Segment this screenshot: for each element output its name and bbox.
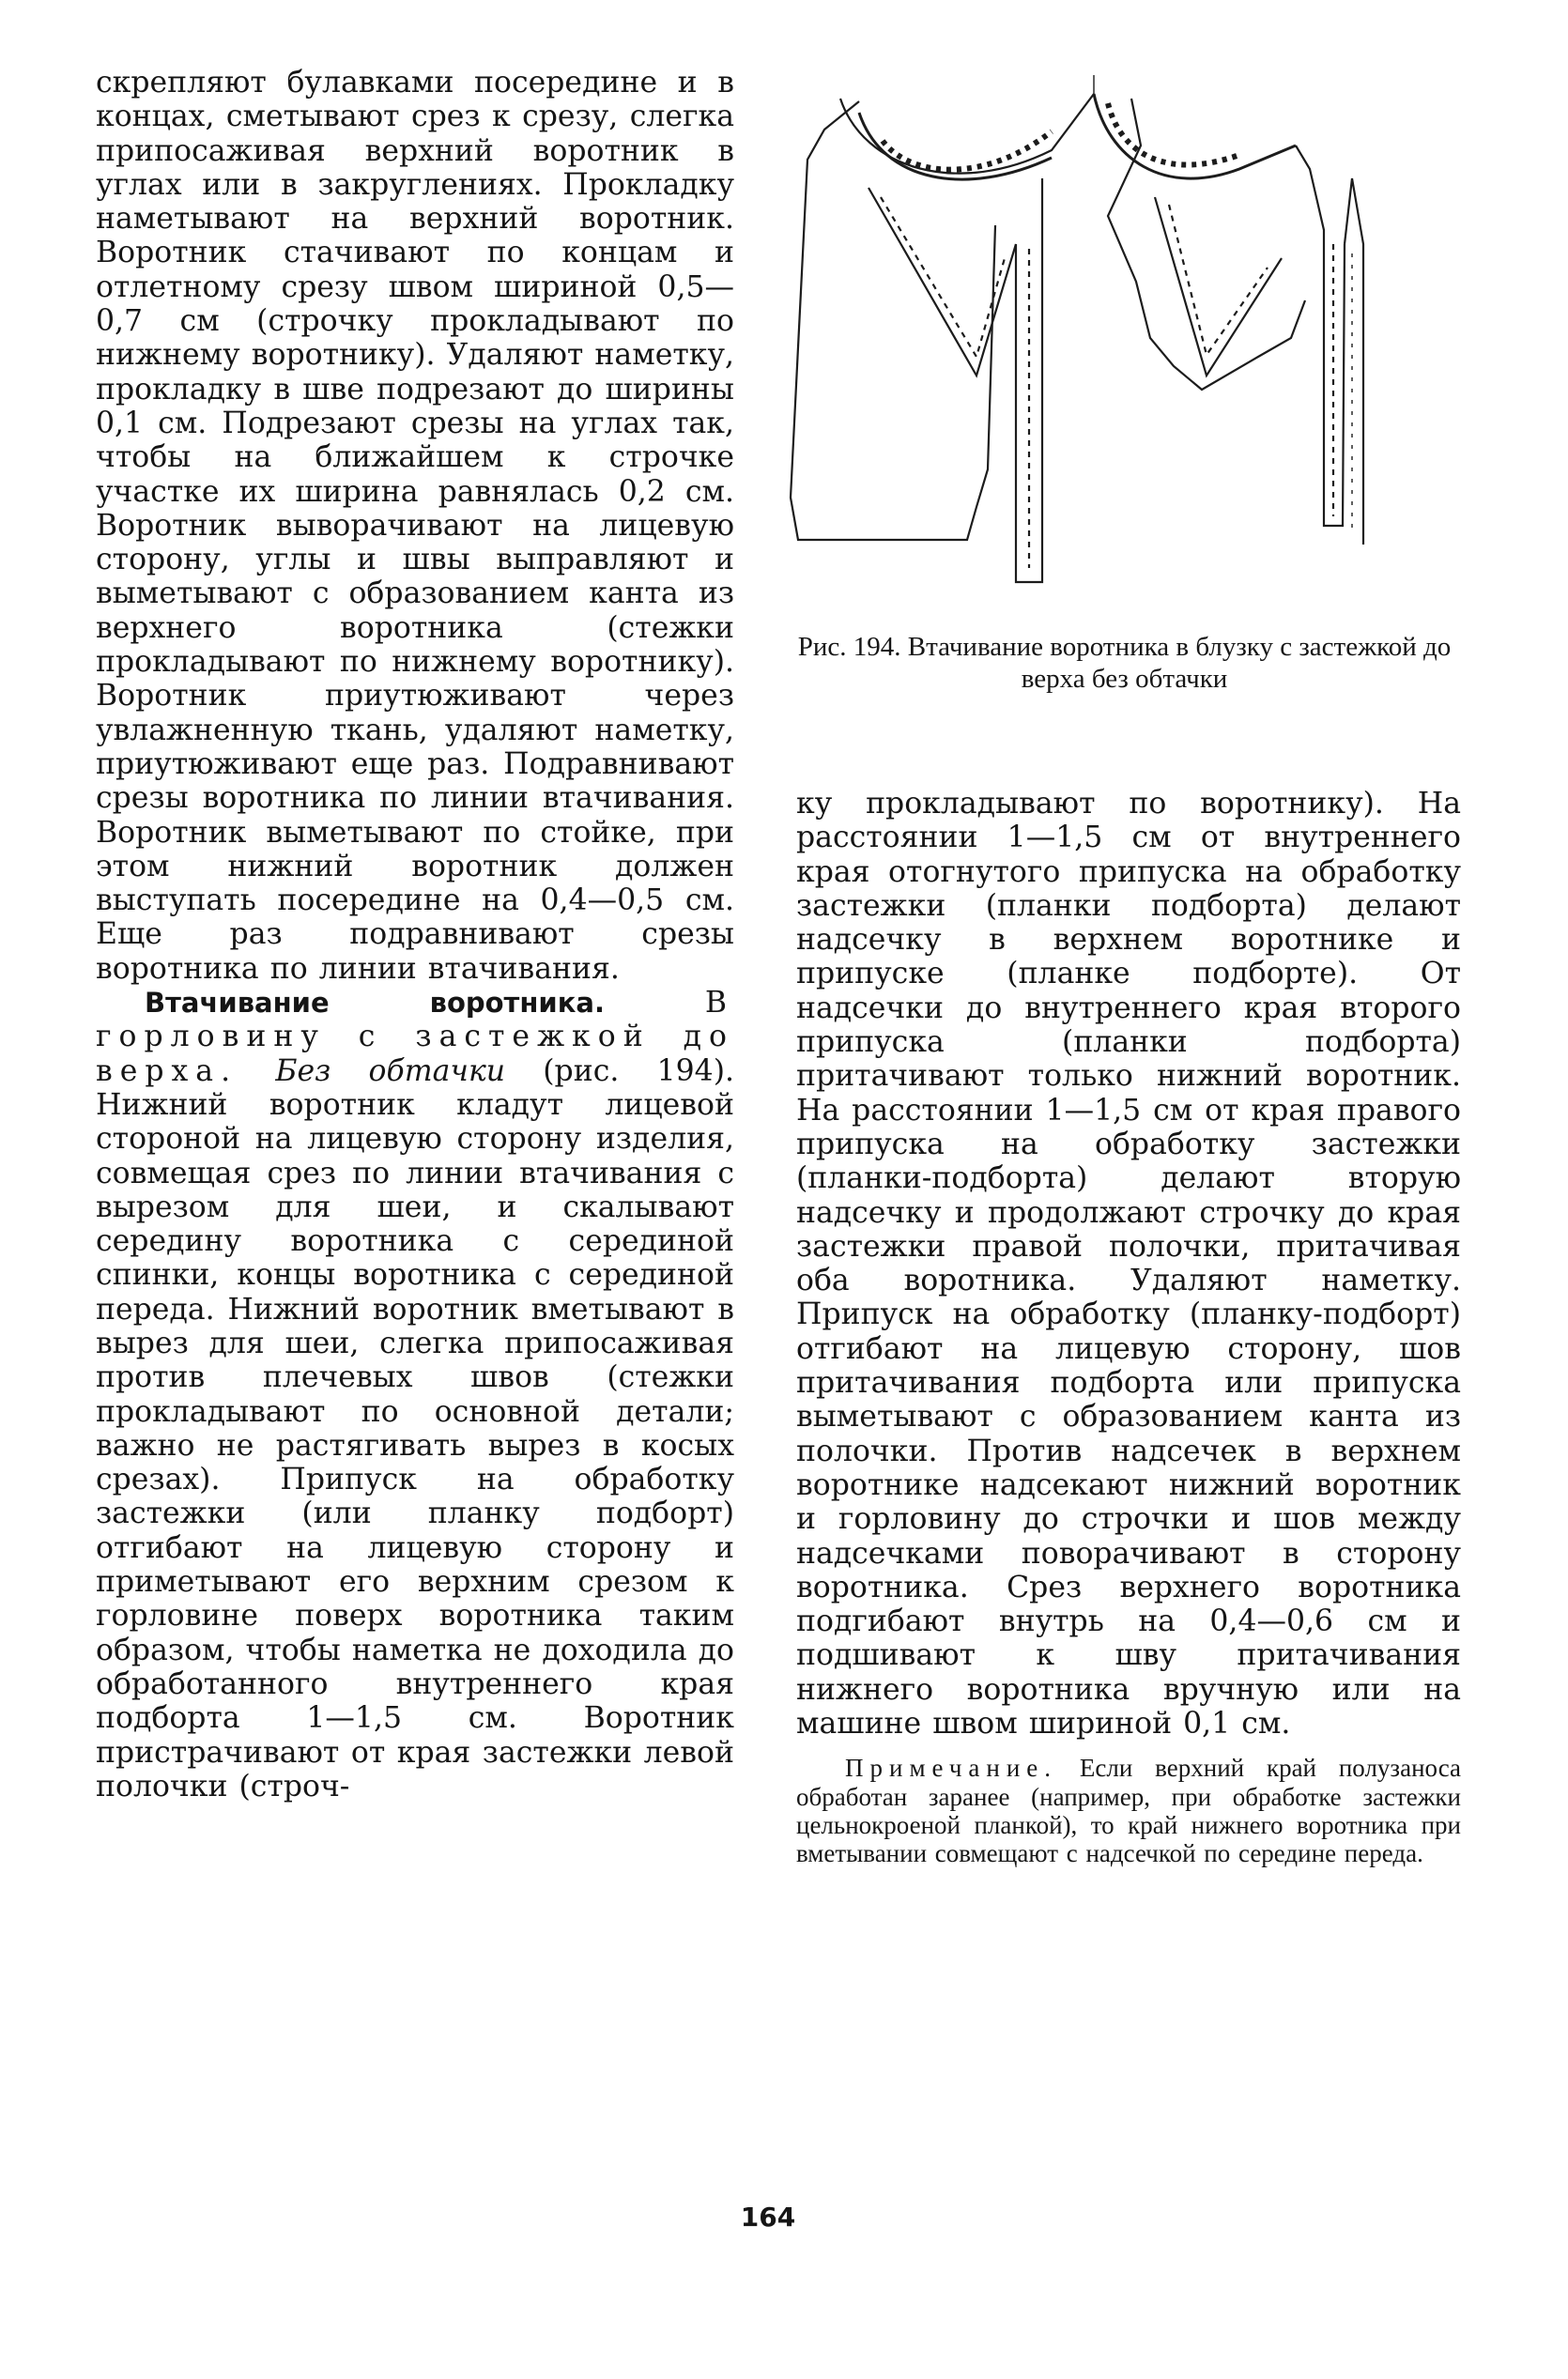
- figure-caption: Рис. 194. Втачивание воротника в блузку с застежкой до верха без обтачки: [797, 632, 1452, 694]
- variant-label: Без обтачки: [275, 1053, 506, 1088]
- right-placket: [1296, 146, 1345, 526]
- page-number: 164: [740, 2202, 796, 2233]
- note-text: Если верхний край полузаноса обработан заранее (например, при обработке застежки цельнокроеной планкой), то край нижнего воротника при вметывании совмещают с надсечкой по середине переда.: [796, 1754, 1461, 1868]
- note-label: Примечание.: [845, 1754, 1058, 1783]
- left-collar-hatch: [883, 131, 1052, 170]
- right-text-column: [796, 787, 1461, 1868]
- figure-194-illustration: [770, 56, 1479, 638]
- paragraph-continuation: скрепляют булавками посередине и в концах, сметывают срез к срезу, слегка припосаживая верхний воротник в углах или в закруглениях. Прокладку наметывают на верхний воротник. Воротник стачивают по концам и отлетному срезу швом шириной 0,5—0,7 см (строчку прокладывают по нижнему воротнику). Удаляют наметку, прокладку в шве подрезают до ширины 0,1 см. Подрезают срезы на углах так, чтобы на ближайшем к строчке участке их ширина равнялась 0,2 см. Воротник выворачивают на лицевую сторону, углы и швы выправляют и выметывают с образованием канта из верхнего воротника (стежки прокладывают по нижнему воротнику). Воротник приутюживают через увлажненную ткань, удаляют наметку, приутюживают еще раз. Подравнивают срезы воротника по линии втачивания. Воротник выметывают по стойке, при этом нижний воротник должен выступать посередине на 0,4—0,5 см. Еще раз подравнивают срезы воротника по линии втачивания.: [96, 66, 734, 986]
- note-paragraph: [796, 1754, 1461, 1867]
- left-collar-band: [859, 113, 1052, 179]
- left-text-column: [96, 66, 734, 1803]
- left-neckline-facing: [840, 94, 1094, 174]
- right-side-edge: [1345, 178, 1363, 545]
- right-collar-point: [1155, 197, 1282, 376]
- section-subheading: В горловину с застежкой до верха.: [96, 986, 734, 1088]
- section-heading: Втачивание воротника.: [145, 987, 605, 1020]
- paragraph-collar-attachment: [96, 986, 734, 1803]
- right-collar-stitching: [1169, 205, 1268, 355]
- left-collar-stitching: [881, 197, 1005, 357]
- section-body: (рис. 194). Нижний воротник кладут лицевой стороной на лицевую сторону изделия, совмещая срез по линии втачивания с вырезом для шеи, и скалывают середину воротника с серединой спинки, концы воротника с серединой переда. Нижний воротник вметывают в вырез для шеи, слегка припосаживая против плечевых швов (стежки прокладывают по основной детали; важно не растягивать вырез в косых срезах). Припуск на обработку застежки (или планку подборт) отгибают на лицевую сторону и приметывают его верхним срезом к горловине поверх воротника таким образом, чтобы наметка не доходила до обработанного внутреннего края подборта 1—1,5 см. Воротник пристрачивают от края застежки левой полочки (строч-: [96, 1053, 735, 1803]
- left-bodice-outline: [791, 101, 995, 540]
- right-bodice-outline: [1108, 99, 1305, 390]
- paragraph-right-continuation: ку прокладывают по воротнику). На расстоянии 1—1,5 см от внутреннего края отогнутого припуска на обработку застежки (планки подборта) делают надсечку в верхнем воротнике и припуске (планке подборте). От надсечки до внутреннего края второго припуска (планки подборта) притачивают только нижний воротник. На расстоянии 1—1,5 см от края правого припуска на обработку застежки (планки-подборта) делают вторую надсечку и продолжают строчку до края застежки правой полочки, притачивая оба воротника. Удаляют наметку. Припуск на обработку (планку-подборт) отгибают на лицевую сторону, шов притачивания подборта или припуска выметывают с образованием канта из полочки. Против надсечек в верхнем воротнике надсекают нижний воротник и горловину до строчки и шов между надсечками поворачивают в сторону воротника. Срез верхнего воротника подгибают внутрь на 0,4—0,6 см и подшивают к шву притачивания нижнего воротника вручную или на машине швом шириной 0,1 см.: [796, 787, 1461, 1742]
